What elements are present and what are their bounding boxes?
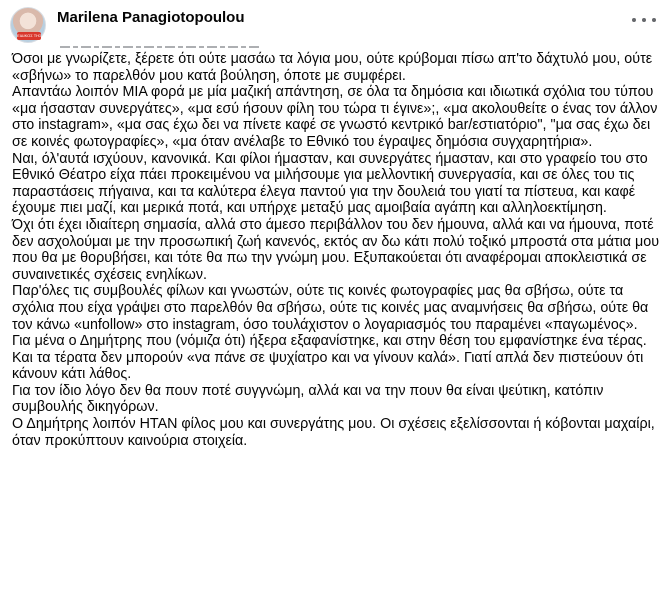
post-body — [12, 51, 660, 449]
more-options-icon[interactable] — [632, 14, 656, 26]
author-name[interactable]: Marilena Panagiotopoulou — [57, 9, 245, 26]
avatar-badge: ΕΙΔΙΚΟΣ ΤΗΣ ΕΠΙΣΤΗΜΗΣ — [17, 33, 66, 38]
post-paragraph: Όσοι με γνωρίζετε, ξέρετε ότι ούτε μασάω τα λόγια μου, ούτε κρύβομαι πίσω απ'το δάχτυλό μου, ούτε «σβήνω» το παρελθόν μου κατά βούληση, όποτε με συμφέρει. — [12, 51, 653, 84]
post-header — [0, 0, 672, 46]
post-paragraph: Παρ'όλες τις συμβουλές φίλων και γνωστών, ούτε τις κοινές φωτογραφίες μας θα σβήσω, ούτε τα σχόλια που είχα γράψει στο παρελθόν θα σβήσω, ούτε τις κοινές μας αναμνήσεις θα σβήσω, ούτε θα τον κάνω «unfollow» στο instagram, όσο τουλάχιστον ο λογαριασμός του παραμένει «παγωμένος». — [12, 283, 649, 333]
post-paragraph: Για μένα ο Δημήτρης που (νόμιζα ότι) ήξερα εξαφανίστηκε, και στην θέση του εμφανίστηκε ένα τέρας. — [12, 333, 647, 350]
post-paragraph: Και τα τέρατα δεν μπορούν «να πάνε σε ψυχίατρο και να γίνουν καλά». Γιατί απλά δεν πιστεύουν ότι κάνουν κάτι λάθος. — [12, 349, 644, 383]
post-paragraph: Όχι ότι έχει ιδιαίτερη σημασία, αλλά στο άμεσο περιβάλλον του δεν ήμουνα, αλλά και να ήμουνα, ποτέ δεν ασχολούμαι με την προσωπική ζωή κανενός, εκτός αν δω κάτι πολύ τοξικό μπροστά στα μάτια μου που θα με θορυβήσει, και τότε θα πω την γνώμη μου. Εξυπακούεται ότι αναφέρομαι αποκλειστικά σε συναινετικές σχέσεις ενηλίκων. — [12, 216, 660, 283]
post-paragraph: Ο Δημήτρης λοιπόν ΗΤΑΝ φίλος μου και συνεργάτης μου. Οι σχέσεις εξελίσσονται ή κόβονται μαχαίρι, όταν προκύπτουν καινούρια στοιχεία. — [12, 416, 655, 449]
avatar[interactable] — [10, 7, 66, 43]
post-paragraph: Για τον ίδιο λόγο δεν θα πουν ποτέ συγγνώμη, αλλά και να την πουν θα είναι ψεύτικη, κατόπιν συμβουλής δικηγόρων. — [12, 382, 604, 416]
post-paragraph: Ναι, όλ'αυτά ισχύουν, κανονικά. Και φίλοι ήμασταν, και συνεργάτες ήμασταν, και στο γραφείο του στο Εθνικό Θέατρο είχα πάει προκειμένου να μιλήσουμε για μελλοντική συνεργασία, και σε όλες του τις παραστάσεις πήγαινα, και τα καλύτερα έλεγα παντού για την δουλειά του γιατί τα πίστευα, και καφέ έχουμε πιει μαζί, και μερικά ποτά, και υπήρχε μεταξύ μας αμοιβαία αγάπη και αλληλοεκτίμηση. — [12, 150, 648, 217]
cropped-text-line — [60, 44, 260, 49]
post-paragraph: Απαντάω λοιπόν ΜΙΑ φορά με μία μαζική απάντηση, σε όλα τα δημόσια και ιδιωτικά σχόλια του τύπου «μα ήσασταν συνεργάτες», «μα εσύ ήσουν φίλη του τώρα τι έγινε»;, «μα ακολουθείτε ο ένας τον άλλον στο instagram», «μα σας έχω δει να πίνετε καφέ σε γνωστό κεντρικό bar/εστιατόριο", "μα σας έχω δει σε κοινές φωτογραφίες», «μα όταν ανέλαβε το Εθνικό του έγραψες δημόσια συγχαρητήρια». — [12, 84, 658, 150]
